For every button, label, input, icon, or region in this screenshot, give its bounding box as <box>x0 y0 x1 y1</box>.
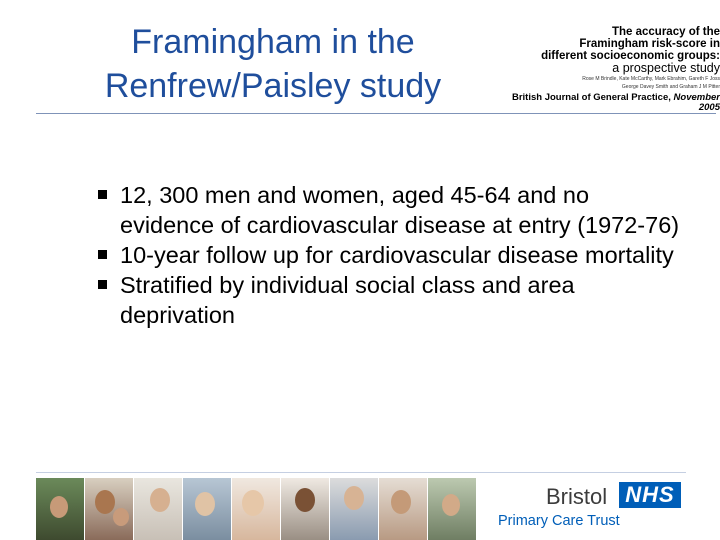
bullet-list <box>98 180 688 330</box>
bullet-text: 10-year follow up for cardiovascular disease mortality <box>120 242 674 268</box>
square-bullet-icon <box>98 250 107 259</box>
citation-title-1: The accuracy of the <box>611 26 720 38</box>
journal-name: British Journal of General Practice, <box>511 91 671 103</box>
square-bullet-icon <box>98 190 107 199</box>
title-line-2: Renfrew/Paisley study <box>104 67 442 105</box>
photo-1 <box>36 478 84 540</box>
title-line-1: Framingham in the <box>131 23 415 61</box>
citation-title-3: different socioeconomic groups: <box>541 50 720 63</box>
nhs-trust-logo <box>496 480 686 540</box>
photo-3 <box>134 478 182 540</box>
square-bullet-icon <box>98 280 107 289</box>
nhs-logo-icon: NHS <box>619 482 681 508</box>
citation-title-2: Framingham risk-score in <box>579 38 720 51</box>
photo-7 <box>330 478 378 540</box>
journal-date: November 2005 <box>673 91 720 113</box>
photo-5 <box>232 478 280 540</box>
photo-strip <box>36 478 476 540</box>
trust-name: Primary Care Trust <box>498 513 620 529</box>
citation-authors-1: Rose M Brindle, Kate McCarthy, Mark Ebrahim, Gareth F Joss <box>582 76 720 83</box>
photo-6 <box>281 478 329 540</box>
bullet-item <box>98 180 688 240</box>
photo-9 <box>428 478 476 540</box>
footer-divider <box>36 472 686 473</box>
bullet-text: 12, 300 men and women, aged 45-64 and no evidence of cardiovascular disease at entry (1972-76) <box>120 182 680 238</box>
bullet-item <box>98 270 688 330</box>
org-name: Bristol <box>546 484 608 509</box>
photo-4 <box>183 478 231 540</box>
bullet-text: Stratified by individual social class and area deprivation <box>120 272 575 328</box>
bullet-item <box>98 240 688 270</box>
citation-subtitle: a prospective study <box>612 61 720 76</box>
photo-2 <box>85 478 133 540</box>
citation-banner <box>492 26 720 113</box>
photo-8 <box>379 478 427 540</box>
citation-authors-2: George Davey Smith and Graham J M Pitter <box>621 83 720 90</box>
slide-title <box>58 20 488 108</box>
title-divider <box>36 113 716 114</box>
citation-journal <box>492 93 720 113</box>
